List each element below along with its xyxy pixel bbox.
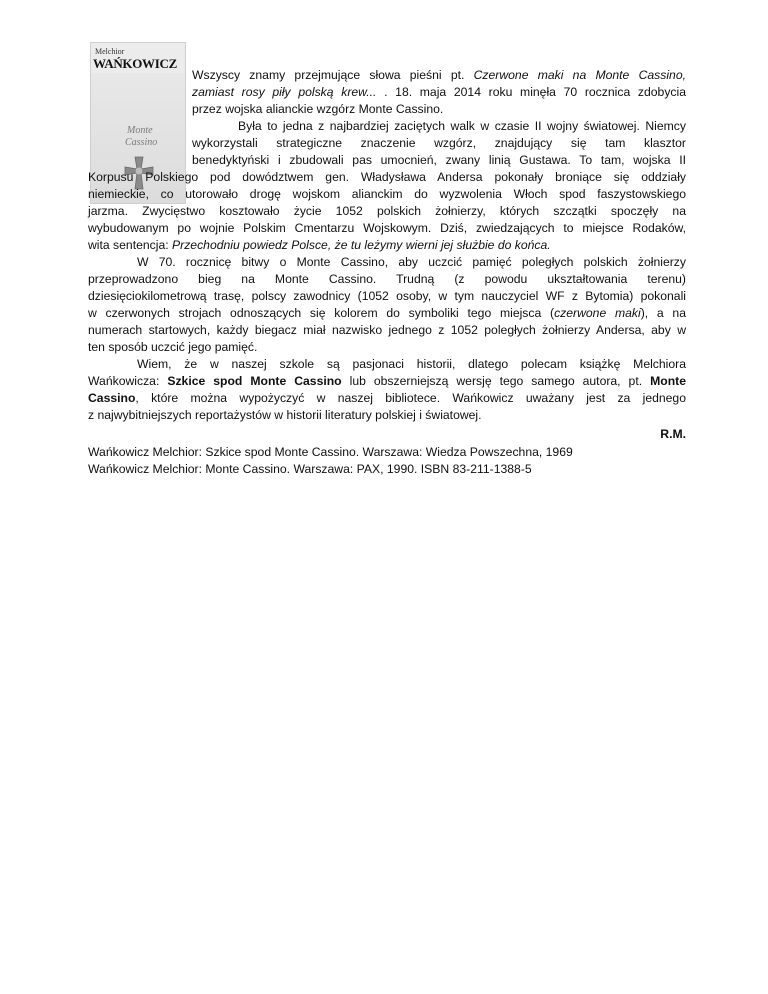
p2-line-6: jarzma. Zwycięstwo kosztowało życie 1052 polskich żołnierzy, których szczątki spoczęły na: [88, 204, 686, 218]
bibliography-entry-1: Wańkowicz Melchior: Szkice spod Monte Cassino. Warszawa: Wiedza Powszechna, 1969: [88, 445, 573, 459]
p2-line-7: wybudowanym po wojnie Polskim Cmentarzu Wojskowym. Dziś, zwiedzających to miejsce Rodaków,: [88, 221, 686, 235]
p2-line-1: Była to jedna z najbardziej zaciętych walk w czasie II wojny światowej. Niemcy: [238, 119, 686, 133]
p1-line-2-text: . 18. maja 2014 roku minęła 70 rocznica zdobycia: [376, 85, 686, 99]
p3-line-4: [88, 305, 686, 322]
p4-line-4: z najwybitniejszych reportażystów w historii literatury polskiej i światowej.: [88, 408, 482, 422]
cover-title-line-2: Cassino: [125, 137, 158, 148]
book-title-2-bold-part-1: Monte: [650, 374, 686, 388]
p3-line-4-text-a: w czerwonych strojach odnoszących się kolorem do symboliki tego miejsca (: [88, 306, 555, 320]
song-lyric-italic: zamiast rosy piły polską krew...: [192, 85, 377, 99]
p2-line-5: niemieckie, co utorowało drogę wojskom alianckim do wyzwolenia Włoch spod faszystowskiego: [88, 187, 686, 201]
p4-line-2-text-c: lub obszerniejszą wersję tego samego autora, pt.: [341, 374, 651, 388]
p4-line-2-text-a: Wańkowicza:: [88, 374, 168, 388]
p1-line-2: [192, 84, 686, 101]
p4-line-3-text: , które można wypożyczyć w naszej bibliotece. Wańkowicz uważany jest za jednego: [135, 391, 686, 405]
p3-line-1: W 70. rocznicę bitwy o Monte Cassino, aby uczcić pamięć poległych polskich żołnierzy: [137, 255, 686, 269]
p3-line-2: przeprowadzono bieg na Monte Cassino. Trudną (z powodu ukształtowania terenu): [88, 272, 686, 286]
cover-author-last-name: WAŃKOWICZ: [93, 56, 177, 71]
cover-title-line-1: Monte: [127, 125, 153, 136]
book-title-1-bold: Szkice spod Monte Cassino: [167, 374, 342, 388]
book-title-2-bold-part-2: Cassino: [88, 391, 136, 405]
p1-line-3: przez wojska alianckie wzgórz Monte Cassino.: [192, 102, 444, 116]
cover-author-first-name: Melchior: [95, 47, 125, 56]
p4-line-1: Wiem, że w naszej szkole są pasjonaci historii, dlatego polecam książkę Melchiora: [137, 357, 686, 371]
bibliography-entry-2: Wańkowicz Melchior: Monte Cassino. Warszawa: PAX, 1990. ISBN 83-211-1388-5: [88, 462, 532, 476]
p2-line-2: wykorzystali strategiczne znaczenie wzgórz, znajdujący się tam klasztor: [192, 136, 686, 150]
p2-line-4: Korpusu Polskiego pod dowództwem gen. Władysława Andersa pokonały broniące się oddziały: [88, 170, 686, 184]
p3-line-4-text-c: ), a na: [640, 306, 686, 320]
p4-line-3: [88, 390, 686, 407]
p2-line-8-text: wita sentencja:: [88, 238, 173, 252]
p4-line-2: [88, 373, 686, 390]
p1-line-1: [192, 67, 686, 84]
author-signature: R.M.: [660, 427, 686, 441]
p3-line-6: ten sposób uczcić jego pamięć.: [88, 340, 258, 354]
p3-line-3: dziesięciokilometrową trasę, polscy zawodnicy (1052 osoby, w tym nauczyciel WF z Bytomia) pokonali: [88, 289, 686, 303]
p1-line-1-text: Wszyscy znamy przejmujące słowa pieśni pt.: [192, 68, 474, 82]
song-title-italic: Czerwone maki na Monte Cassino,: [473, 68, 686, 82]
p3-line-5: numerach startowych, każdy biegacz miał nazwisko jednego z 1052 poległych żołnierzy Andersa, aby w: [88, 323, 686, 337]
cemetery-sentence-italic: Przechodniu powiedz Polsce, że tu leżymy wierni jej służbie do końca.: [172, 238, 551, 252]
p2-line-8: [88, 237, 551, 254]
p2-line-3: benedyktyński i zbudowali pas umocnień, zwany linią Gustawa. To tam, wojska II: [192, 153, 686, 167]
poppies-italic: czerwone maki: [554, 306, 641, 320]
